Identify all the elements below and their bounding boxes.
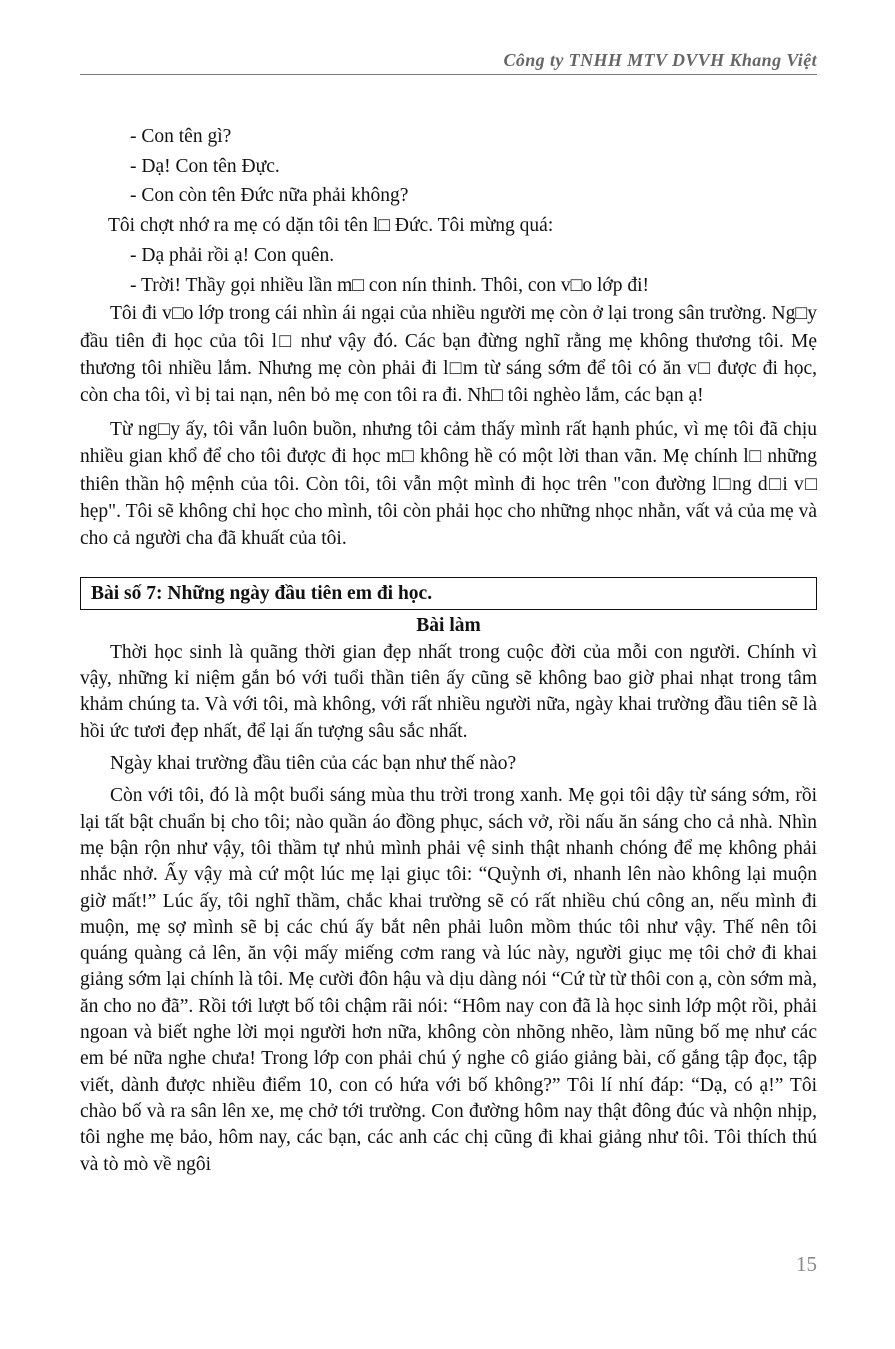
dialog-line: - Trời! Thầy gọi nhiều lần m□ con nín thinh. Thôi, con v□o lớp đi! bbox=[130, 274, 650, 296]
story-paragraph: Từ ng□y ấy, tôi vẫn luôn buồn, nhưng tôi cảm thấy mình rất hạnh phúc, vì mẹ tôi đã chịu nhiều gian khổ để cho tôi được đi học m□ không hề có một lời than vãn. Mẹ chính l□ những thiên thần hộ mệnh của tôi. Còn tôi, tôi vẫn một mình đi học trên "con đường l□ng d□i v□ hẹp". Tôi sẽ không chỉ học cho mình, tôi còn phải học cho những nhọc nhằn, vất vả của mẹ và cho cả người cha đã khuất của tôi. bbox=[80, 418, 817, 550]
essay-paragraph: Ngày khai trường đầu tiên của các bạn như thế nào? bbox=[110, 753, 517, 775]
page-number: 15 bbox=[796, 1252, 817, 1276]
essay-paragraph: Còn với tôi, đó là một buổi sáng mùa thu trời trong xanh. Mẹ gọi tôi dậy từ sáng sớm, rồi lại tất bật chuẩn bị cho tôi; nào quần áo đồng phục, sách vở, rồi nấu ăn sáng cho cả nhà. Nhìn mẹ bận rộn như vậy, tôi thầm tự nhủ mình phải vệ sinh thật nhanh chóng để mẹ không phải nhắc nhở. Ấy vậy mà cứ một lúc mẹ lại giục tôi: “Quỳnh ơi, nhanh lên nào không lại muộn giờ mất!” Lúc ấy, tôi nghĩ thầm, chắc khai trường sẽ có rất nhiều chú công an, nếu mình đi muộn, mẹ sợ mình sẽ bị các chú ấy bắt nên phải luôn mồm thúc tôi như vậy. Thế nên tôi quáng quàng cả lên, ăn vội mấy miếng cơm rang và lúc này, người giục mẹ tôi chở đi khai giảng sớm lại chính là tôi. Mẹ cười đôn hậu và dịu dàng nói “Cứ từ từ thôi con ạ, còn sớm mà, ăn cho no đã”. Rồi tới lượt bố tôi chậm rãi nói: “Hôm nay con đã là học sinh lớp một rồi, phải ngoan và biết nghe lời mọi người hơn nữa, không còn nhõng nhẽo, làm nũng bố mẹ như các em bé nữa nghe chưa! Trong lớp con phải chú ý nghe cô giáo giảng bài, cố gắng tập đọc, tập viết, dành được nhiều điểm 10, con có hứa với bố không?” Tôi lí nhí đáp: “Dạ, có ạ!” Tôi chào bố và ra sân lên xe, mẹ chở tới trường. Con đường hôm nay thật đông đúc và nhộn nhịp, tôi nghe mẹ bảo, hôm nay, các bạn, các anh các chị cũng đi khai giảng như tôi. Tôi thích thú và tò mò về ngôi bbox=[80, 785, 817, 1175]
section-title-box bbox=[80, 577, 817, 610]
page-body bbox=[80, 122, 817, 1178]
header-rule bbox=[80, 74, 817, 75]
running-header: Công ty TNHH MTV DVVH Khang Việt bbox=[503, 50, 817, 70]
narration-line: Tôi chợt nhớ ra mẹ có dặn tôi tên l□ Đức. Tôi mừng quá: bbox=[108, 215, 554, 237]
story-paragraph: Tôi đi v□o lớp trong cái nhìn ái ngại của nhiều người mẹ còn ở lại trong sân trường. Ng□y đầu tiên đi học của tôi l□ như vậy đó. Các bạn đừng nghĩ rằng mẹ không thương tôi. Mẹ thương tôi nhiều lắm. Nhưng mẹ còn phải đi l□m từ sáng sớm để tôi có ăn v□ được đi học, còn cha tôi, vì bị tai nạn, nên bỏ mẹ con tôi ra đi. Nh□ tôi nghèo lắm, các bạn ạ! bbox=[80, 303, 817, 407]
dialog-line: - Dạ phải rồi ạ! Con quên. bbox=[130, 244, 335, 266]
essay-paragraph: Thời học sinh là quãng thời gian đẹp nhất trong cuộc đời của mỗi con người. Chính vì vậy, những kỉ niệm gắn bó với tuổi thần tiên ấy cũng sẽ không bao giờ phai nhạt trong tâm khảm chúng ta. Và với tôi, mà không, với rất nhiều người nữa, ngày khai trường đầu tiên sẽ là hồi ức tươi đẹp nhất, để lại ấn tượng sâu sắc nhất. bbox=[80, 641, 817, 742]
section-title: Bài số 7: Những ngày đầu tiên em đi học. bbox=[91, 582, 433, 604]
section-heading: Bài làm bbox=[416, 614, 481, 636]
dialog-line: - Con còn tên Đức nữa phải không? bbox=[130, 185, 409, 207]
dialog-line: - Dạ! Con tên Đực. bbox=[130, 155, 280, 177]
dialog-line: - Con tên gì? bbox=[130, 126, 232, 147]
